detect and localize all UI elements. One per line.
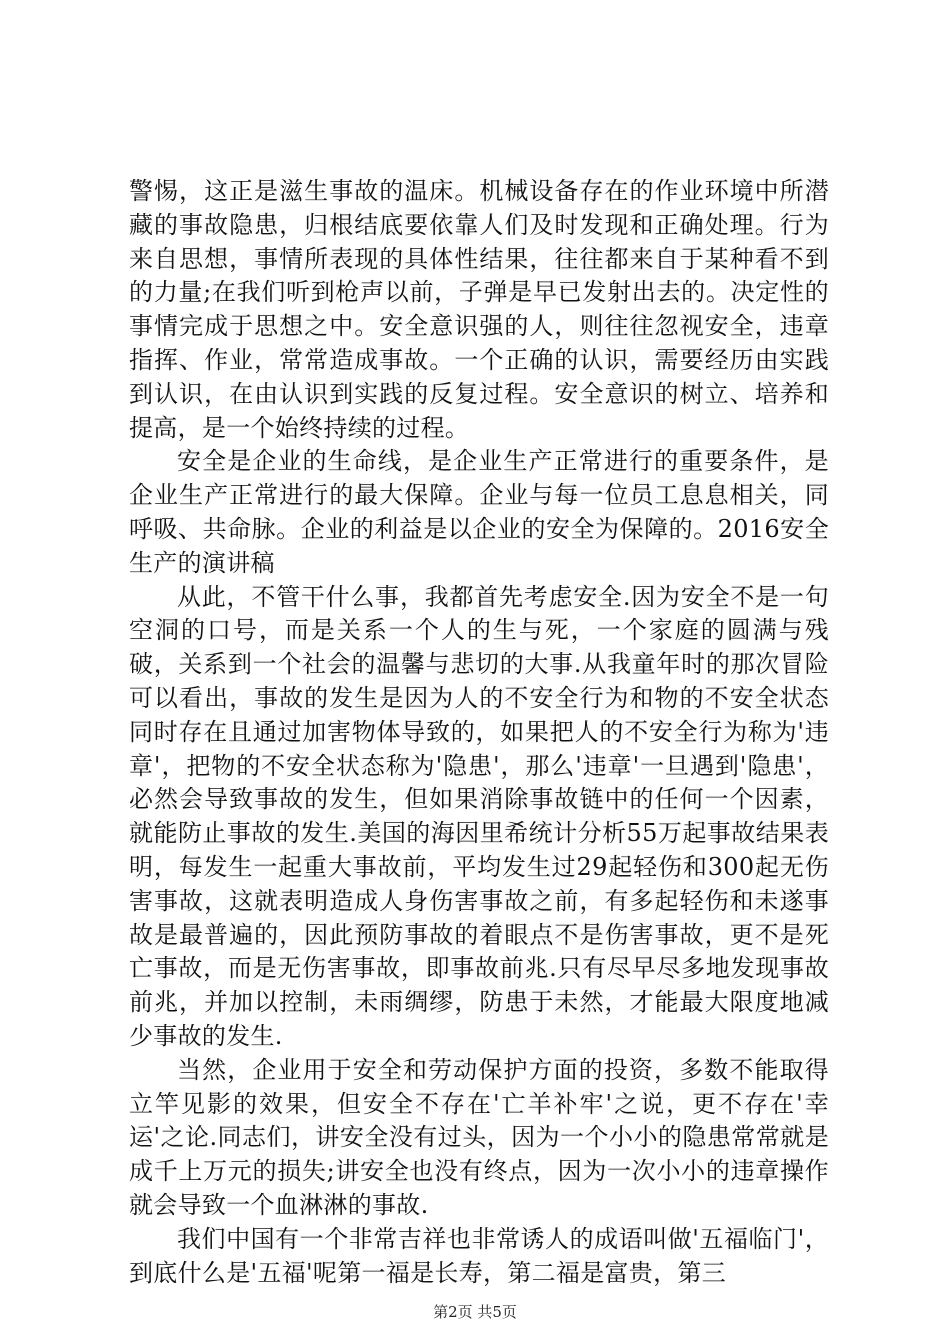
paragraph-1: 警惕，这正是滋生事故的温床。机械设备存在的作业环境中所潜藏的事故隐患，归根结底要依靠人们及时发现和正确处理。行为来自思想，事情所表现的具体性结果，往往都来自于某种看不到的力量;在我们听到枪声以前，子弹是早已发射出去的。决定性的事情完成于思想之中。安全意识强的人，则往往忽视安全，违章指挥、作业，常常造成事故。一个正确的认识，需要经历由实践到认识，在由认识到实践的反复过程。安全意识的树立、培养和提高，是一个始终持续的过程。 [129,177,829,442]
paragraph-3: 从此，不管干什么事，我都首先考虑安全.因为安全不是一句空洞的口号，而是关系一个人的生与死，一个家庭的圆满与残破，关系到一个社会的温馨与悲切的大事.从我童年时的那次冒险可以看出，事故的发生是因为人的不安全行为和物的不安全状态同时存在且通过加害物体导致的，如果把人的不安全行为称为'违章'，把物的不安全状态称为'隐患'，那么'违章'一旦遇到'隐患'，必然会导致事故的发生，但如果消除事故链中的任何一个因素，就能防止事故的发生.美国的海因里希统计分析55万起事故结果表明，每发生一起重大事故前，平均发生过29起轻伤和300起无伤害事故，这就表明造成人身伤害事故之前，有多起轻伤和未遂事故是最普遍的，因此预防事故的着眼点不是伤害事故，更不是死亡事故，而是无伤害事故，即事故前兆.只有尽早尽多地发现事故前兆，并加以控制，未雨绸缪，防患于未然，才能最大限度地减少事故的发生. [129,582,829,1050]
paragraph-5: 我们中国有一个非常吉祥也非常诱人的成语叫做'五福临门'，到底什么是'五福'呢第一福是长寿，第二福是富贵，第三 [129,1224,829,1287]
paragraph-2: 安全是企业的生命线，是企业生产正常进行的重要条件，是企业生产正常进行的最大保障。企业与每一位员工息息相关，同呼吸、共命脉。企业的利益是以企业的安全为保障的。2016安全生产的演讲稿 [129,447,829,577]
page-footer: 第2页 共5页 [433,1303,517,1321]
paragraph-4: 当然，企业用于安全和劳动保护方面的投资，多数不能取得立竿见影的效果，但安全不存在'亡羊补牢'之说，更不存在'幸运'之论.同志们，讲安全没有过头，因为一个小小的隐患常常就是成千上万元的损失;讲安全也没有终点，因为一次小小的违章操作就会导致一个血淋淋的事故. [129,1055,829,1219]
body-text [129,175,829,1290]
